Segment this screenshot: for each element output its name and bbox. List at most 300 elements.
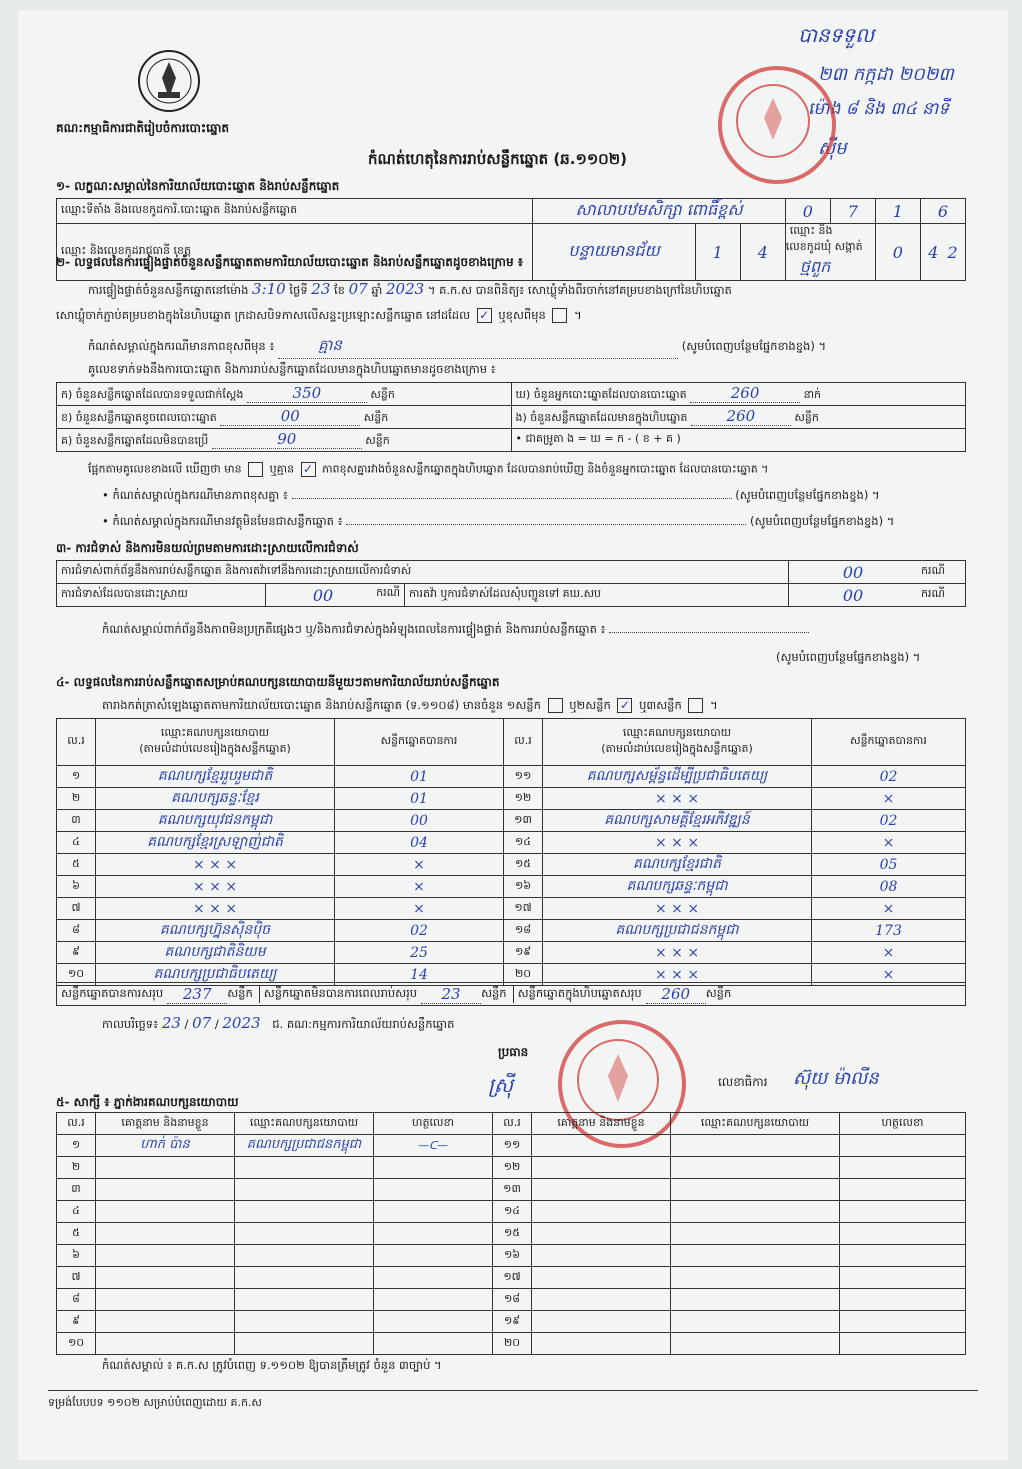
col-votes-right: សន្លឹកឆ្នោតបានការ	[812, 719, 966, 766]
witness-party	[235, 1311, 374, 1333]
commune-code-digit-a: 0	[892, 242, 903, 262]
witness-row	[57, 1333, 966, 1355]
section5-heading: ៥- សាក្សី ៖ ភ្នាក់ងារគណបក្សនយោបាយ	[56, 1095, 239, 1109]
station-code-digit: 7	[830, 199, 875, 224]
party-name: គណបក្សសាមគ្គីខ្មែរអភិវឌ្ឍន៍	[543, 810, 812, 832]
party-no: ៣	[57, 810, 96, 832]
commune-stamp	[718, 66, 836, 184]
party-no: ៧	[57, 898, 96, 920]
form-footer: ទម្រង់បែបបទ ១១០២ សម្រាប់បំពេញដោយ គ.ក.ស	[48, 1396, 262, 1409]
party-no: ១៤	[504, 832, 543, 854]
commune-code-digit	[875, 224, 920, 281]
object-note-dots	[346, 524, 746, 525]
party-votes: ×	[812, 942, 966, 964]
received-signature: ស៊ីម	[818, 138, 847, 159]
witness-row	[57, 1157, 966, 1179]
count-e-cell	[511, 406, 966, 429]
party-row	[57, 942, 966, 964]
party-results-table	[56, 718, 966, 986]
witness-name	[96, 1157, 235, 1179]
witness-signature	[374, 1311, 493, 1333]
party-no: ៩	[57, 942, 96, 964]
witness-signature	[840, 1201, 966, 1223]
verify-year: 2023	[386, 280, 425, 298]
objection-row2-unit-b: ករណី	[917, 584, 966, 607]
witness-signature	[374, 1223, 493, 1245]
w-col-party-right: ឈ្មោះគណបក្សនយោបាយ	[671, 1113, 840, 1135]
w-col-no-left: ល.រ	[57, 1113, 96, 1135]
chair-signature: ស្រ៊ី	[488, 1073, 513, 1097]
party-votes: 08	[812, 876, 966, 898]
province-label: ឈ្មោះ និងលេខកូដរាជធានី ខេត្ត	[57, 224, 533, 281]
compare-text-c: ភាពខុសគ្នារវាងចំនួនសន្លឹកឆ្នោតក្នុងហិបឆ្នោត ដែលបានរាប់ឃើញ និងចំនួនអ្នកបោះឆ្នោត ដែលបានបោះឆ្នោត ។	[322, 462, 769, 476]
total-invalid-label: សន្លឹកឆ្នោតមិនបានការពេលរាប់សរុប	[263, 985, 418, 1000]
witness-no: ១០	[57, 1333, 96, 1355]
chair-label: ប្រធាន	[498, 1045, 529, 1059]
party-no: ១២	[504, 788, 543, 810]
party-votes: 02	[812, 810, 966, 832]
witness-name	[532, 1179, 671, 1201]
nec-emblem-icon	[136, 48, 202, 114]
witness-signature	[374, 1201, 493, 1223]
witness-party	[235, 1289, 374, 1311]
commune-label-text: ឈ្មោះ និងលេខកូដឃុំ សង្កាត់	[785, 224, 863, 253]
count-e-value: 260	[691, 407, 791, 426]
total-box-value: 260	[646, 985, 706, 1004]
party-name: គណបក្សសម្ព័ន្ធដើម្បីប្រជាធិបតេយ្យ	[543, 766, 812, 788]
witness-signature	[840, 1289, 966, 1311]
witness-signature	[374, 1289, 493, 1311]
witness-signature	[374, 1333, 493, 1355]
footer-rule	[48, 1390, 978, 1391]
party-row	[57, 832, 966, 854]
count-c-value: 90	[212, 430, 362, 449]
witness-no: ១៦	[493, 1245, 532, 1267]
w-col-sign-right: ហត្ថលេខា	[840, 1113, 966, 1135]
witness-name	[96, 1311, 235, 1333]
results-intro: គូលេខទាក់ទងនឹងការបោះឆ្នោត និងការរាប់សន្លឹកឆ្នោតដែលមានក្នុងហិបឆ្នោតមានដូចខាងក្រោម ៖	[88, 362, 496, 376]
col-party-left-title: ឈ្មោះគណបក្សនយោបាយ	[160, 726, 270, 739]
objection-row1-value: 00	[789, 561, 918, 584]
witness-name	[532, 1311, 671, 1333]
party-votes: ×	[812, 898, 966, 920]
changed-checkbox[interactable]	[552, 308, 567, 323]
party-no: ១១	[504, 766, 543, 788]
commune-value: ថ្មពួក	[799, 257, 831, 276]
witness-party	[671, 1333, 840, 1355]
party-row	[57, 854, 966, 876]
col-party-right	[543, 719, 812, 766]
party-no: ១	[57, 766, 96, 788]
date-label: កាលបរិច្ឆេទ៖	[102, 1017, 159, 1031]
province-code-digit: 4	[740, 224, 785, 281]
party-row	[57, 920, 966, 942]
date-tail: ជ. គណ:កម្មការការិយាល័យរាប់សន្លឹកឆ្នោត	[272, 1017, 455, 1031]
count-a-value: 350	[247, 384, 367, 403]
commune-code-digit-b: 4	[928, 242, 939, 262]
party-no: ១០	[57, 964, 96, 986]
station-code-digit: 6	[920, 199, 965, 224]
witness-party	[671, 1157, 840, 1179]
witness-name	[532, 1201, 671, 1223]
party-votes: ×	[812, 832, 966, 854]
col-party-left	[96, 719, 335, 766]
witness-no: ១៧	[493, 1267, 532, 1289]
party-votes: 02	[335, 920, 504, 942]
witness-signature	[840, 1157, 966, 1179]
polling-station-label: ឈ្មោះទីតាំង និងលេខកូដការិ.បោះឆ្នោត និងរាប់សន្លឹកឆ្នោត	[57, 199, 533, 224]
witness-party	[235, 1223, 374, 1245]
party-votes: 01	[335, 788, 504, 810]
witness-no: ៤	[57, 1201, 96, 1223]
party-votes: ×	[335, 854, 504, 876]
party-name: × × ×	[543, 942, 812, 964]
witness-name: ហាក់ ប៉ាន	[96, 1135, 235, 1157]
line1-text-e: ។ គ.ក.ស បានពិនិត្យ៖ សោឃ្លុំទាំងពីរចាក់នៅគម្របខាងក្រៅនៃហិបឆ្នោត	[427, 283, 732, 297]
witness-signature	[840, 1333, 966, 1355]
totals-line	[56, 982, 966, 1006]
party-votes: 25	[335, 942, 504, 964]
witness-row	[57, 1289, 966, 1311]
witness-party	[671, 1201, 840, 1223]
total-invalid-unit: សន្លឹក	[481, 986, 514, 1003]
section4-heading: ៤- លទ្ធផលនៃការរាប់សន្លឹកឆ្នោតសម្រាប់គណបក្សនយោបាយនីមួយៗតាមការិយាល័យរាប់សន្លឹកឆ្នោត	[56, 675, 500, 689]
witness-signature	[840, 1179, 966, 1201]
has-diff-checkbox[interactable]	[248, 462, 263, 477]
objection-row1-unit: ករណី	[917, 561, 966, 584]
witness-party	[671, 1289, 840, 1311]
party-votes: 01	[335, 766, 504, 788]
witness-party	[671, 1135, 840, 1157]
diff-note-dots	[292, 498, 732, 499]
witness-party	[671, 1223, 840, 1245]
party-row	[57, 898, 966, 920]
line2-text: សោឃ្លុំចាក់ភ្ជាប់គម្របខាងក្នុងនៃហិបឆ្នោត ក្រដាសបិទភាសលើសន្ទះប្រឡោះសន្លឹកឆ្នោត នៅដដែល	[56, 308, 471, 322]
witness-name	[96, 1333, 235, 1355]
col-party-right-title: ឈ្មោះគណបក្សនយោបាយ	[622, 726, 732, 739]
province-code-digit: 1	[695, 224, 740, 281]
document-sheet	[18, 10, 1008, 1460]
one-sheet-checkbox[interactable]	[548, 698, 563, 713]
verify-month: 07	[348, 280, 368, 298]
witness-name	[96, 1267, 235, 1289]
secretary-signature: ស៊ុយ ម៉ាលីន	[793, 1068, 879, 1089]
verification-line1	[88, 280, 988, 300]
station-code-digit: 0	[785, 199, 830, 224]
count-a-label: ក) ចំនួនសន្លឹកឆ្នោតដែលបានទទួលជាក់ស្តែង	[61, 388, 244, 401]
witness-signature	[840, 1245, 966, 1267]
witness-row	[57, 1179, 966, 1201]
count-e-unit: សន្លឹក	[794, 411, 819, 424]
change-note-value: គ្មាន	[278, 336, 678, 359]
polling-station-value: សាលាបឋមសិក្សា ពោធិ៍ខ្ពស់	[533, 199, 785, 224]
party-name: គណបក្សជាតិនិយម	[96, 942, 335, 964]
formula-cell: • ជាគម្រូតា ង = ឃ = ក - ( ខ + គ )	[511, 429, 966, 452]
witness-party	[671, 1179, 840, 1201]
total-valid-unit: សន្លឹក	[227, 986, 260, 1003]
witness-party	[671, 1311, 840, 1333]
witness-name	[96, 1223, 235, 1245]
witness-party	[235, 1267, 374, 1289]
section3-heading: ៣- ការជំទាស់ និងការមិនយល់ព្រមតាមការដោះស្រាយលើការជំទាស់	[56, 541, 359, 555]
party-row	[57, 876, 966, 898]
witness-party	[235, 1245, 374, 1267]
witness-name	[96, 1179, 235, 1201]
total-box-unit: សន្លឹក	[705, 985, 732, 1000]
committee-name: គណ:កម្មាធិការជាតិរៀបចំការបោះឆ្នោត	[56, 121, 230, 135]
witness-name	[532, 1289, 671, 1311]
party-votes: ×	[812, 788, 966, 810]
diff-note-tail: (សូមបំពេញបន្ថែមផ្នែកខាងខ្នង) ។	[735, 488, 880, 502]
witness-no: ៨	[57, 1289, 96, 1311]
count-b-unit: សន្លឹក	[363, 411, 389, 424]
province-value: បន្ទាយមានជ័យ	[533, 224, 695, 281]
section1-heading: ១- លក្ខណ:សម្គាល់នៃការិយាល័យបោះឆ្នោត និងរាប់សន្លឹកឆ្នោត	[56, 179, 340, 193]
total-valid-value: 237	[167, 985, 227, 1004]
party-name: × × ×	[543, 964, 812, 986]
witness-name	[96, 1245, 235, 1267]
count-b-cell	[57, 406, 512, 429]
party-name: គណបក្សយុវជនកម្ពុជា	[96, 810, 335, 832]
witness-party	[235, 1157, 374, 1179]
count-e-label: ង) ចំនួនសន្លឹកឆ្នោតដែលមានក្នុងហិបឆ្នោត	[515, 411, 688, 424]
party-no: ១៧	[504, 898, 543, 920]
witness-name	[532, 1333, 671, 1355]
irregularity-dots	[609, 632, 809, 633]
party-name: គណបក្សប្រជាធិបតេយ្យ	[96, 964, 335, 986]
count-c-label: គ) ចំនួនសន្លឹកឆ្នោតដែលមិនបានប្រើ	[61, 434, 209, 447]
objection-row2-label: ការជំទាស់ដែលបានដោះស្រាយ	[57, 584, 266, 607]
same-checkbox[interactable]: ✓	[477, 308, 492, 323]
object-note-label: កំណត់សម្គាល់ក្នុងករណីមានវត្ថុមិនមែនជាសន្លឹកឆ្នោត ៖	[112, 514, 343, 528]
witness-row	[57, 1223, 966, 1245]
party-name: × × ×	[96, 854, 335, 876]
party-votes: 00	[335, 810, 504, 832]
change-note-line	[88, 336, 988, 359]
count-b-label: ខ) ចំនួនសន្លឹកឆ្នោតខូចពេលបោះឆ្នោត	[61, 411, 217, 424]
objection-row2-number: 00	[312, 585, 334, 605]
sheet-count-line: តារាងកត់ត្រាសំឡេងឆ្នោតតាមការិយាល័យបោះឆ្នោត និងរាប់សន្លឹកឆ្នោត (ទ.១១០៨) មានចំនួន ១សន្លឹក ឬ២សន្លឹក ✓ ឬ៣សន្លឹក ។	[102, 698, 718, 712]
witness-party: គណបក្សប្រជាជនកម្ពុជា	[235, 1135, 374, 1157]
commune-code-digit	[920, 224, 965, 281]
w-col-no-right: ល.រ	[493, 1113, 532, 1135]
party-no: ៦	[57, 876, 96, 898]
diff-note-label: កំណត់សម្គាល់ក្នុងករណីមានភាពខុសគ្នា ៖	[112, 488, 288, 502]
ballot-count-table	[56, 382, 966, 452]
count-d-unit: នាក់	[803, 388, 822, 401]
party-votes: ×	[335, 876, 504, 898]
witness-signature	[374, 1245, 493, 1267]
party-name: គណបក្សហ្វ៊ុនស៊ិនប៉ិច	[96, 920, 335, 942]
count-a-cell	[57, 383, 512, 406]
witness-no: ១៥	[493, 1223, 532, 1245]
party-name: × × ×	[96, 898, 335, 920]
party-row	[57, 810, 966, 832]
col-votes-left: សន្លឹកឆ្នោតបានការ	[335, 719, 504, 766]
party-no: ៤	[57, 832, 96, 854]
verification-line2: សោឃ្លុំចាក់ភ្ជាប់គម្របខាងក្នុងនៃហិបឆ្នោត ក្រដាសបិទភាសលើសន្ទះប្រឡោះសន្លឹកឆ្នោត នៅដដែល ✓ ឬខុសពីមុន ។	[56, 308, 582, 322]
change-note-tail: (សូមបំពេញបន្ថែមផ្នែកខាងខ្នង) ។	[681, 339, 827, 353]
party-votes: 14	[335, 964, 504, 986]
sheet-count-text: តារាងកត់ត្រាសំឡេងឆ្នោតតាមការិយាល័យបោះឆ្នោត និងរាប់សន្លឹកឆ្នោត (ទ.១១០៨) មានចំនួន ១សន្លឹក	[102, 698, 541, 712]
diff-note-line: • កំណត់សម្គាល់ក្នុងករណីមានភាពខុសគ្នា ៖ (សូមបំពេញបន្ថែមផ្នែកខាងខ្នង) ។	[102, 488, 880, 502]
date-day: 23	[161, 1014, 181, 1032]
station-code-digit: 1	[875, 199, 920, 224]
form-title: កំណត់ហេតុនៃការរាប់សន្លឹកឆ្នោត (ឆ.១១០២)	[368, 150, 628, 168]
witness-signature	[840, 1135, 966, 1157]
commune-label	[785, 224, 875, 281]
party-no: ១៩	[504, 942, 543, 964]
witness-no: ១៩	[493, 1311, 532, 1333]
witness-party	[235, 1179, 374, 1201]
two-sheet-checkbox[interactable]: ✓	[617, 698, 632, 713]
witness-signature: —ᑕ—	[374, 1135, 493, 1157]
witness-name	[532, 1135, 671, 1157]
witness-signature	[840, 1311, 966, 1333]
party-no: ១៨	[504, 920, 543, 942]
party-no: ១៦	[504, 876, 543, 898]
witness-party	[235, 1201, 374, 1223]
witness-party	[671, 1245, 840, 1267]
received-time: ម៉ោង ៨ និង ៣៤ នាទី	[808, 99, 950, 119]
witness-no: ៩	[57, 1311, 96, 1333]
witness-row	[57, 1201, 966, 1223]
line1-text-b: ថ្ងៃទី	[289, 283, 308, 297]
witness-name	[532, 1245, 671, 1267]
compare-text-b: ឬគ្មាន	[269, 462, 295, 476]
party-name: គណបក្សខ្មែរជាតិ	[543, 854, 812, 876]
total-box-label: សន្លឹកឆ្នោតក្នុងហិបឆ្នោតសរុប	[517, 985, 642, 1000]
section2-heading: ២- លទ្ធផលនៃការផ្ទៀងផ្ទាត់ចំនួនសន្លឹកឆ្នោតតាមការិយាល័យបោះឆ្នោត និងរាប់សន្លឹកឆ្នោតដូចខាងក្រោម ៖	[56, 255, 524, 269]
irregularity-note	[102, 622, 982, 639]
irregularity-tail: (សូមបំពេញបន្ថែមផ្នែកខាងខ្នង) ។	[776, 650, 921, 664]
party-name: × × ×	[543, 832, 812, 854]
received-note: បានទទួល	[798, 23, 875, 47]
witness-no: ២០	[493, 1333, 532, 1355]
irregularity-note-label: កំណត់សម្គាល់ពាក់ព័ន្ធនឹងភាពមិនប្រក្រតីផ្សេងៗ ឬ/និងការជំទាស់ក្នុងអំឡុងពេលនៃការផ្ទៀងផ្ទាត់ និងការរាប់សន្លឹកឆ្នោត ៖	[102, 622, 606, 636]
witness-name	[532, 1267, 671, 1289]
date-month: 07	[192, 1014, 212, 1032]
object-note-line: • កំណត់សម្គាល់ក្នុងករណីមានវត្ថុមិនមែនជាសន្លឹកឆ្នោត ៖ (សូមបំពេញបន្ថែមផ្នែកខាងខ្នង) ។	[102, 514, 895, 528]
party-name: × × ×	[96, 876, 335, 898]
witness-signature	[840, 1223, 966, 1245]
two-sheet-label: ឬ២សន្លឹក	[569, 698, 611, 712]
party-row	[57, 788, 966, 810]
party-name: គណបក្សខ្មែរស្រឡាញ់ជាតិ	[96, 832, 335, 854]
witness-row	[57, 1311, 966, 1333]
count-d-cell	[511, 383, 966, 406]
witness-name	[532, 1223, 671, 1245]
objection-row2-label-b: ការតវ៉ា ឬការជំទាស់ដែលសុំបញ្ជូនទៅ គឃ.សប	[405, 584, 789, 607]
party-row	[57, 766, 966, 788]
three-sheet-checkbox[interactable]	[688, 698, 703, 713]
party-no: ២	[57, 788, 96, 810]
witness-table	[56, 1112, 966, 1355]
total-invalid-value: 23	[421, 985, 481, 1004]
changed-option-label: ឬខុសពីមុន	[498, 308, 546, 322]
total-valid-label: សន្លឹកឆ្នោតបានការសរុប	[61, 985, 164, 1000]
w-col-name-right: គោត្តនាម និងនាមខ្លួន	[532, 1113, 671, 1135]
party-name: × × ×	[543, 898, 812, 920]
verify-day: 23	[311, 280, 331, 298]
witness-no: ៦	[57, 1245, 96, 1267]
compare-line	[88, 462, 998, 479]
count-d-value: 260	[690, 384, 800, 403]
witness-no: ១	[57, 1135, 96, 1157]
objection-table	[56, 560, 966, 607]
date-year: 2023	[222, 1014, 261, 1032]
party-votes: ×	[335, 898, 504, 920]
col-party-left-sub: (តាមលំដាប់លេខរៀងក្នុងសន្លឹកឆ្នោត)	[139, 742, 291, 755]
witness-no: ៣	[57, 1179, 96, 1201]
party-no: ៨	[57, 920, 96, 942]
witness-no: ១៨	[493, 1289, 532, 1311]
party-votes: 02	[812, 766, 966, 788]
witness-no: ៥	[57, 1223, 96, 1245]
count-c-unit: សន្លឹក	[365, 434, 390, 447]
witness-no: ៧	[57, 1267, 96, 1289]
date-line: កាលបរិច្ឆេទ៖ 23 / 07 / 2023 ជ. គណ:កម្មការការិយាល័យរាប់សន្លឹកឆ្នោត	[102, 1014, 455, 1032]
col-no-left: ល.រ	[57, 719, 96, 766]
change-note-label: កំណត់សម្គាល់ក្នុងករណីមានភាពខុសពីមុន ៖	[88, 339, 275, 353]
count-d-label: ឃ) ចំនួនអ្នកបោះឆ្នោតដែលបានបោះឆ្នោត	[515, 388, 687, 401]
received-date: ២៣ កក្កដា ២០២៣	[818, 64, 954, 85]
witness-row	[57, 1135, 966, 1157]
three-sheet-label: ឬ៣សន្លឹក	[639, 698, 682, 712]
party-votes: 04	[335, 832, 504, 854]
secretary-label: លេខាធិការ	[718, 1075, 768, 1089]
party-name: គណបក្សប្រជាជនកម្ពុជា	[543, 920, 812, 942]
formula-text: ជាគម្រូតា ង = ឃ = ក - ( ខ + គ )	[525, 432, 681, 445]
col-no-right: ល.រ	[504, 719, 543, 766]
witness-no: ១៣	[493, 1179, 532, 1201]
col-party-right-sub: (តាមលំដាប់លេខរៀងក្នុងសន្លឹកឆ្នោត)	[601, 742, 753, 755]
count-b-value: 00	[220, 407, 360, 426]
w-col-party-left: ឈ្មោះគណបក្សនយោបាយ	[235, 1113, 374, 1135]
witness-name	[96, 1289, 235, 1311]
witness-party	[671, 1267, 840, 1289]
line1-text-d: ឆ្នាំ	[371, 283, 383, 297]
witness-no: ២	[57, 1157, 96, 1179]
objection-row1-label: ការជំទាស់ពាក់ព័ន្ធនឹងការរាប់សន្លឹកឆ្នោត និងការតវ៉ាទៅនឹងការដោះស្រាយលើការជំទាស់	[57, 561, 789, 584]
witness-signature	[374, 1179, 493, 1201]
count-a-unit: សន្លឹក	[370, 388, 395, 401]
party-no: ៥	[57, 854, 96, 876]
party-votes: ×	[812, 964, 966, 986]
witness-signature	[374, 1157, 493, 1179]
objection-row2-value	[266, 584, 405, 607]
witness-no: ១១	[493, 1135, 532, 1157]
party-name: × × ×	[543, 788, 812, 810]
w-col-sign-left: ហត្ថលេខា	[374, 1113, 493, 1135]
commune-code-digit-c: 2	[947, 242, 958, 262]
witness-row	[57, 1267, 966, 1289]
witness-no: ១២	[493, 1157, 532, 1179]
object-note-tail: (សូមបំពេញបន្ថែមផ្នែកខាងខ្នង) ។	[750, 514, 895, 528]
objection-row2-unit: ករណី	[376, 585, 400, 599]
party-name: គណបក្សខ្មែររួបរួមជាតិ	[96, 766, 335, 788]
no-diff-checkbox[interactable]: ✓	[301, 462, 316, 477]
w-col-name-left: គោត្តនាម និងនាមខ្លួន	[96, 1113, 235, 1135]
line1-text-c: ខែ	[334, 283, 345, 297]
line1-text-a: ការផ្ទៀងផ្ទាត់ចំនួនសន្លឹកឆ្នោតនៅម៉ោង	[88, 283, 249, 297]
party-no: ១៣	[504, 810, 543, 832]
party-no: ១៥	[504, 854, 543, 876]
witness-note: កំណត់សម្គាល់ ៖ គ.ក.ស ត្រូវបំពេញ ទ.១១០២ ឱ្យបានត្រឹមត្រូវ ចំនួន ៣ច្បាប់ ។	[102, 1358, 442, 1372]
party-no: ២០	[504, 964, 543, 986]
witness-name	[96, 1201, 235, 1223]
witness-signature	[374, 1267, 493, 1289]
